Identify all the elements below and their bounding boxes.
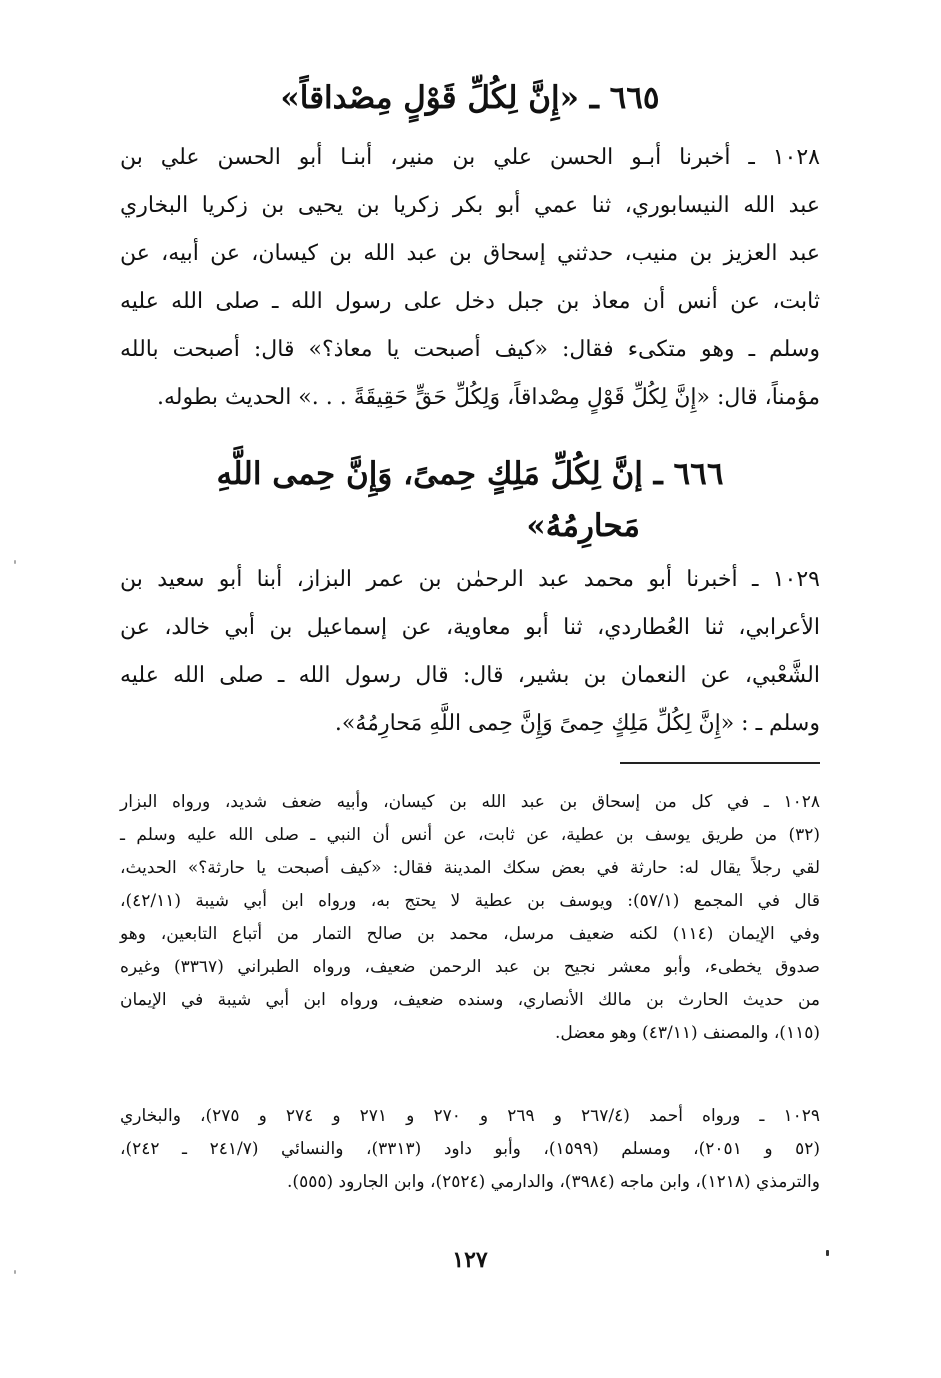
hadith-1029-line: ١٠٢٩ ـ أخبرنا أبو محمد عبد الرحمٰن بن عمر البزاز، أبنا أبو سعيد بن	[120, 567, 820, 592]
hadith-1028-line: وسلم ـ وهو متكىء فقال: «كيف أصبحت يا معاذ؟» قال: أصبحت بالله	[120, 337, 820, 362]
page-number: ١٢٧	[452, 1247, 488, 1273]
footnote-1028-line: من حديث الحارث بن مالك الأنصاري، وسنده ضعيف، ورواه ابن أبي شيبة في الإيمان	[120, 990, 820, 1010]
hadith-1028-line: عبد العزيز بن منيب، حدثني إسحاق بن عبد الله بن كيسان، عن أبيه، عن	[120, 241, 820, 266]
chapter-heading-665: ٦٦٥ ـ «إِنَّ لِكُلِّ قَوْلٍ مِصْداقاً»	[280, 80, 660, 116]
footnote-1028-line: ١٠٢٨ ـ في كل من إسحاق بن عبد الله بن كيسان، وأبيه ضعف شديد، ورواه البزار	[120, 792, 820, 812]
hadith-1028-text	[120, 134, 820, 422]
footnote-1029-line: والترمذي (١٢١٨)، وابن ماجه (٣٩٨٤)، والدارمي (٢٥٢٤)، وابن الجارود (٥٥٥).	[287, 1172, 820, 1192]
hadith-1029-line: الشَّعْبي، عن النعمان بن بشير، قال: قال رسول الله ـ صلى الله عليه	[120, 663, 820, 688]
scan-speck	[826, 1250, 829, 1256]
chapter-heading-666: ٦٦٦ ـ إنَّ لِكُلِّ مَلِكٍ حِمىً، وَإِنَّ حِمى اللَّهِ	[216, 456, 724, 492]
hadith-1029-text	[120, 556, 820, 748]
scan-speck	[14, 560, 16, 564]
hadith-1028-line: عبد الله النيسابوري، ثنا عمي أبو بكر زكريا بن يحيى بن زكريا البخاري	[120, 193, 820, 218]
hadith-1028-line: مؤمناً، قال: «إِنَّ لِكُلِّ قَوْلٍ مِصْداقاً، وَلِكُلِّ حَقٍّ حَقِيقَةً . . .» الحديث بطوله.	[157, 385, 820, 410]
footnote-1029-line: (٥٢ و ٢٠٥١)، ومسلم (١٥٩٩)، وأبو داود (٣٣١٣)، والنسائي (٢٤١/٧ ـ ٢٤٢)،	[120, 1139, 820, 1159]
hadith-1028-line: ثابت، عن أنس أن معاذ بن جبل دخل على رسول الله ـ صلى الله عليه	[120, 289, 820, 314]
footnote-1028-line: وفي الإيمان (١١٤) لكنه ضعيف مرسل، محمد بن صالح التمار من أتباع التابعين، وهو	[120, 924, 821, 944]
chapter-heading-666-continuation: مَحارِمُهُ»	[526, 508, 640, 544]
hadith-1029-line: الأعرابي، ثنا العُطاردي، ثنا أبو معاوية، عن إسماعيل بن أبي خالد، عن	[120, 615, 820, 640]
footnote-separator	[620, 762, 820, 764]
hadith-1029-line: وسلم ـ : «إِنَّ لِكُلِّ مَلِكٍ حِمىً وَإِنَّ حِمى اللَّهِ مَحارِمُهُ».	[334, 711, 820, 736]
footnote-1029-line: ١٠٢٩ ـ ورواه أحمد (٢٦٧/٤ و ٢٦٩ و ٢٧٠ و ٢٧١ و ٢٧٤ و ٢٧٥)، والبخاري	[120, 1106, 820, 1126]
footnote-1028-line: (٣٢) من طريق يوسف بن عطية، عن ثابت، عن أنس أن النبي ـ صلى الله عليه وسلم ـ	[120, 825, 820, 845]
hadith-1028-line: ١٠٢٨ ـ أخبرنا أبـو الحسن علي بن منير، أبنـا أبو الحسن علي بن	[120, 145, 820, 170]
footnote-1028	[120, 786, 820, 1050]
footnote-1029	[120, 1100, 820, 1199]
footnote-1028-line: قال في المجمع (٥٧/١): ويوسف بن عطية لا يحتج به، ورواه ابن أبي شيبة (٤٢/١١)،	[120, 891, 820, 911]
scan-speck	[14, 1270, 16, 1274]
footnote-1028-line: صدوق يخطىء، وأبو معشر نجيح بن عبد الرحمن ضعيف، ورواه الطبراني (٣٣٦٧) وغيره	[120, 957, 820, 977]
footnote-1028-line: (١١٥)، والمصنف (٤٣/١١) وهو معضل.	[554, 1023, 820, 1043]
footnote-1028-line: لقي رجلاً يقال له: حارثة في بعض سكك المدينة فقال: «كيف أصبحت يا حارثة؟» الحديث،	[120, 858, 820, 878]
